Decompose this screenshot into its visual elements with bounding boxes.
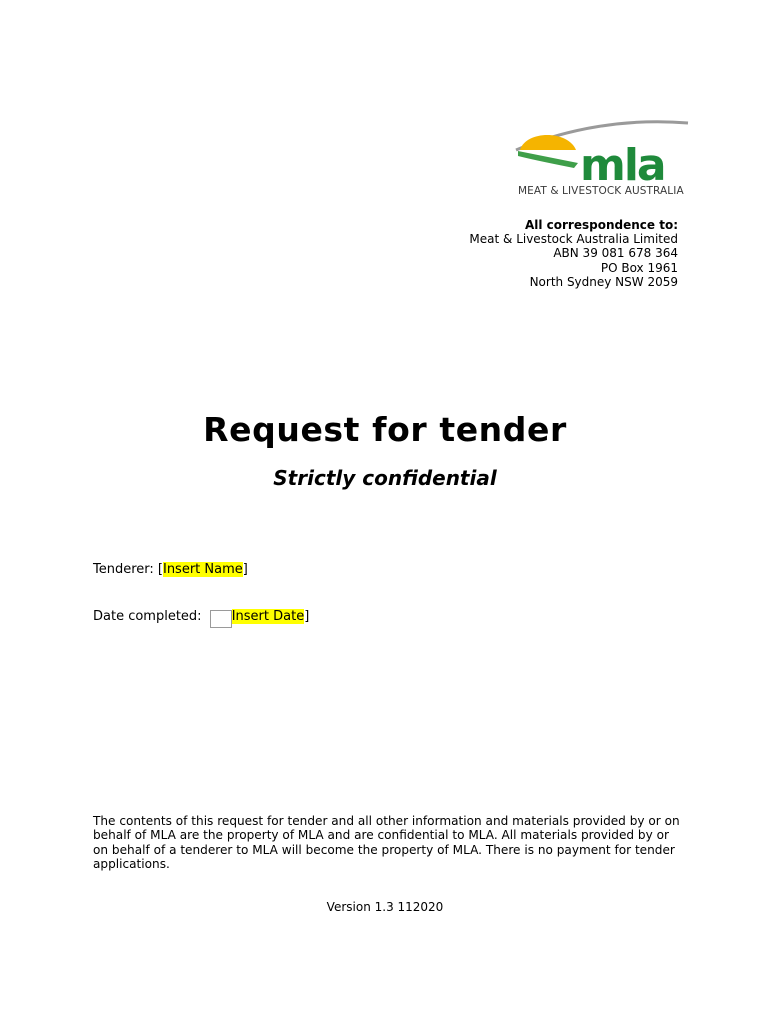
po-box: PO Box 1961 [600, 260, 678, 275]
date-completed-suffix: ] [304, 609, 310, 624]
abn: ABN 39 081 678 364 [553, 246, 678, 261]
date-completed-field [93, 609, 309, 628]
mla-logo [498, 104, 710, 214]
tenderer-field [93, 562, 248, 577]
tenderer-name-input[interactable]: Insert Name [162, 562, 243, 577]
mla-wordmark: mla [580, 140, 665, 191]
company-name: Meat & Livestock Australia Limited [469, 232, 678, 247]
page-subtitle: Strictly confidential [273, 466, 497, 490]
correspondence-heading: All correspondence to: [524, 218, 678, 232]
field-icon [518, 151, 578, 168]
suburb-postcode: North Sydney NSW 2059 [529, 274, 678, 289]
confidentiality-notice: The contents of this request for tender and all other information and materials provided by or on behalf of MLA are the property of MLA and are confidential to MLA. All materials provided by or on behalf of a tenderer to MLA will become the property of MLA. There is no payment for tender applications. [93, 814, 680, 871]
sun-icon [520, 135, 576, 150]
page-title: Request for tender [203, 410, 567, 449]
date-checkbox[interactable] [210, 610, 232, 628]
tenderer-suffix: ] [242, 562, 248, 577]
logo-tagline: MEAT & LIVESTOCK AUSTRALIA [518, 185, 684, 197]
tenderer-label: Tenderer: [ [93, 562, 163, 577]
correspondence-block [469, 218, 678, 289]
version-label: Version 1.3 112020 [326, 900, 444, 914]
mla-logo-graphic [498, 104, 710, 214]
date-completed-input[interactable]: Insert Date [231, 609, 305, 624]
date-completed-label: Date completed: [93, 609, 206, 624]
